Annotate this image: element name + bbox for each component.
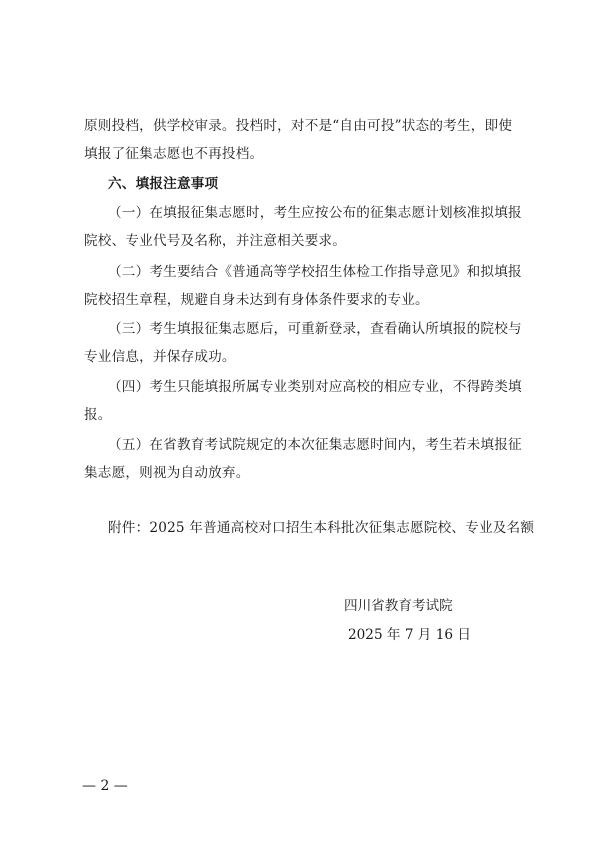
paragraph-line: 报。: [84, 407, 112, 423]
paragraph-line: （五）在省教育考试院规定的本次征集志愿时间内，考生若未填报征: [108, 437, 522, 453]
paragraph-line: （一）在填报征集志愿时，考生应按公布的征集志愿计划核准拟填报: [108, 205, 522, 221]
paragraph-line: 院校、专业代号及名称，并注意相关要求。: [84, 233, 347, 249]
signature-organization: 四川省教育考试院: [344, 598, 453, 614]
paragraph-line: 专业信息，并保存成功。: [84, 349, 236, 365]
paragraph-line: 院校招生章程，规避自身未达到有身体条件要求的专业。: [84, 292, 429, 308]
paragraph-line: （三）考生填报征集志愿后，可重新登录，查看确认所填报的院校与: [108, 321, 522, 337]
page-number: — 2 —: [82, 778, 128, 794]
paragraph-line: （二）考生要结合《普通高等学校招生体检工作指导意见》和拟填报: [108, 264, 522, 280]
section-heading: 六、填报注意事项: [108, 176, 219, 192]
paragraph-line: 填报了征集志愿也不再投档。: [84, 146, 264, 162]
paragraph-line: 原则投档，供学校审录。投档时，对不是“自由可投”状态的考生，即使: [84, 118, 513, 134]
attachment-note: 附件：2025 年普通高校对口招生本科批次征集志愿院校、专业及名额: [108, 520, 535, 536]
paragraph-line: （四）考生只能填报所属专业类别对应高校的相应专业，不得跨类填: [108, 379, 522, 395]
signature-date: 2025 年 7 月 16 日: [348, 627, 471, 643]
paragraph-line: 集志愿，则视为自动放弃。: [84, 465, 250, 481]
